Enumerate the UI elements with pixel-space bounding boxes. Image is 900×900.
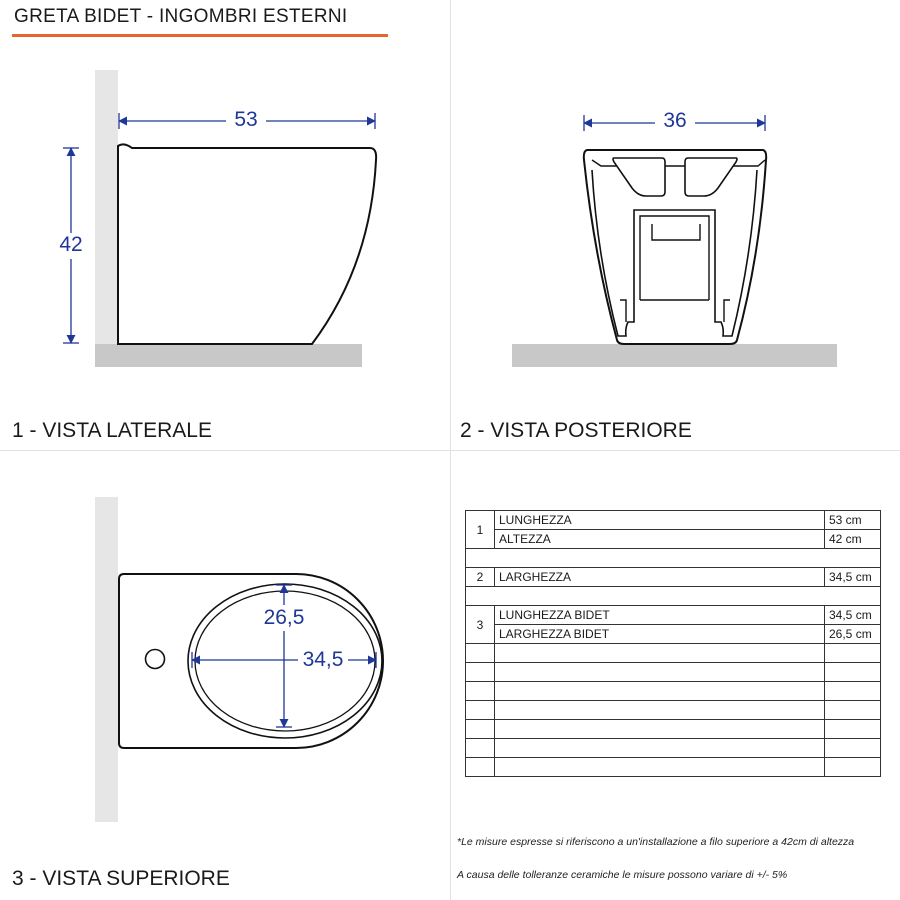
rear-floor — [512, 344, 837, 367]
tolerance-note: A causa delle tolleranze ceramiche le misure possono variare di +/- 5% — [457, 869, 788, 881]
table-empty-row — [466, 644, 881, 663]
dimensions-table — [465, 510, 881, 777]
lateral-height-label: 42 — [59, 233, 83, 256]
rear-bidet-outline — [584, 150, 766, 344]
group-number: 2 — [466, 568, 495, 587]
table-empty-row — [466, 758, 881, 777]
lateral-bidet-outline — [118, 144, 376, 344]
caption-lateral-view: 1 - VISTA LATERALE — [12, 419, 212, 442]
top-length-label: 34,5 — [302, 648, 344, 671]
dimension-value: 34,5 cm — [825, 568, 881, 587]
caption-top-view: 3 - VISTA SUPERIORE — [12, 867, 230, 890]
top-wall — [95, 497, 118, 822]
tap-hole — [146, 650, 165, 669]
rear-view-drawing — [512, 109, 837, 367]
page-title: GRETA BIDET - INGOMBRI ESTERNI — [14, 6, 348, 27]
lateral-width-label: 53 — [234, 108, 258, 131]
table-row — [466, 511, 881, 530]
dimension-label: LUNGHEZZA — [495, 511, 825, 530]
table-row — [466, 568, 881, 587]
dimension-label: LARGHEZZA — [495, 568, 825, 587]
top-width-label: 26,5 — [263, 606, 305, 629]
dimension-value: 34,5 cm — [825, 606, 881, 625]
lateral-view-drawing — [54, 70, 376, 367]
table-spacer-row — [466, 587, 881, 606]
table-empty-row — [466, 720, 881, 739]
table-row — [466, 530, 881, 549]
table-empty-row — [466, 663, 881, 682]
lateral-wall — [95, 70, 118, 366]
table-spacer-row — [466, 549, 881, 568]
dimension-label: LARGHEZZA BIDET — [495, 625, 825, 644]
table-empty-row — [466, 701, 881, 720]
lateral-floor — [95, 344, 362, 367]
table-row — [466, 606, 881, 625]
rear-width-label: 36 — [663, 109, 687, 132]
dimension-value: 42 cm — [825, 530, 881, 549]
installation-note: *Le misure espresse si riferiscono a un'installazione a filo superiore a 42cm di altezza — [457, 836, 855, 848]
dimension-label: LUNGHEZZA BIDET — [495, 606, 825, 625]
table-empty-row — [466, 682, 881, 701]
table-empty-row — [466, 739, 881, 758]
caption-rear-view: 2 - VISTA POSTERIORE — [460, 419, 692, 442]
table-row — [466, 625, 881, 644]
group-number: 3 — [466, 606, 495, 644]
dimension-value: 53 cm — [825, 511, 881, 530]
dimension-value: 26,5 cm — [825, 625, 881, 644]
group-number: 1 — [466, 511, 495, 549]
dimension-label: ALTEZZA — [495, 530, 825, 549]
